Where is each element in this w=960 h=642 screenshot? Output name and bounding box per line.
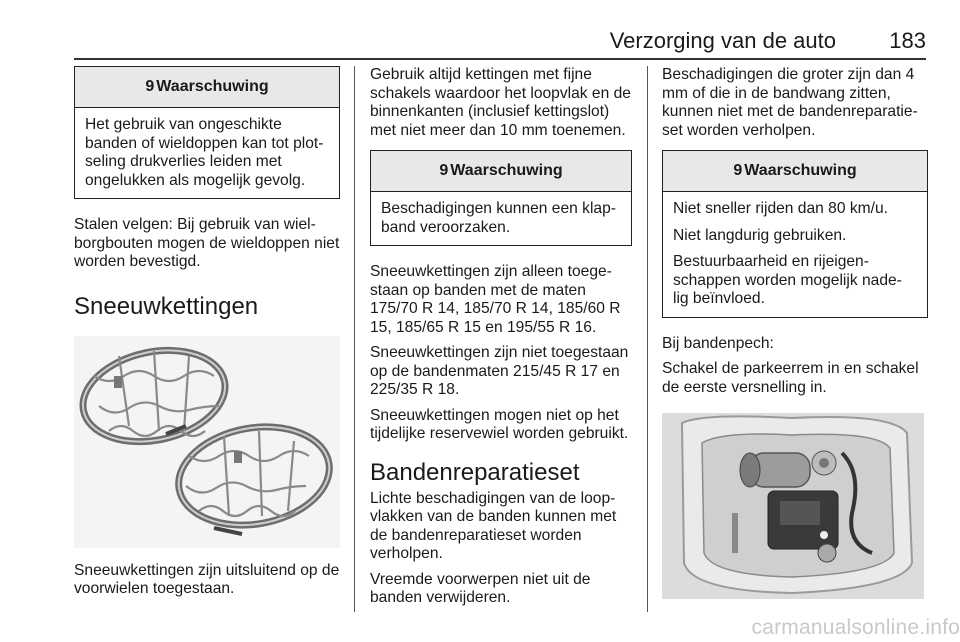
paragraph: Gebruik altijd kettingen met fijne schakels waardoor het loopvlak en de binnenkanten (inclusief kettingslot) met niet meer dan 10 mm toenemen. [370,66,631,139]
column-divider [354,66,355,612]
warning-header [75,67,339,108]
page-title: Verzorging van de auto [609,28,836,53]
page-header [74,28,926,60]
snow-chains-illustration [74,336,340,548]
warning-title: Waarschuwing [156,78,269,95]
paragraph: Stalen velgen: Bij gebruik van wiel-borgbouten mogen de wieldoppen niet worden bevestigd. [74,216,340,270]
paragraph: Schakel de parkeerrem in en schakel de eerste versnelling in. [662,360,919,396]
warning-box [662,150,928,318]
column-2 [370,66,632,608]
column-divider [647,66,648,612]
warning-box [370,150,632,246]
warning-title: Waarschuwing [450,162,563,179]
warning-icon: 9 [733,162,743,179]
column-3 [662,66,928,599]
paragraph: Sneeuwkettingen mogen niet op het tijdelijke reservewiel worden gebruikt. [370,406,629,442]
paragraph: Sneeuwkettingen zijn uitsluitend op de voorwielen toegestaan. [74,561,340,597]
section-heading: Bandenreparatieset [370,458,580,486]
paragraph: Bij bandenpech: [662,334,774,352]
column-1 [74,66,340,599]
snow-chains-icon [74,336,340,548]
paragraph: Vreemde voorwerpen niet uit de banden verwijderen. [370,570,591,606]
tire-repair-kit-photo [662,413,924,599]
warning-icon: 9 [439,162,449,179]
warning-icon: 9 [145,78,155,95]
warning-text: Beschadigingen kunnen een klap-band veroorzaken. [381,200,616,236]
warning-title: Waarschuwing [744,162,857,179]
page-number: 183 [889,28,926,53]
warning-body [75,108,339,198]
tire-repair-kit-icon [662,413,924,599]
paragraph: Sneeuwkettingen zijn niet toegestaan op de bandenmaten 215/45 R 17 en 225/35 R 18. [370,344,629,398]
warning-header [371,151,631,192]
warning-text: Het gebruik van ongeschikte banden of wieldoppen kan tot plot-seling drukverlies leiden met ongelukken als mogelijk gevolg. [85,116,324,189]
warning-header [663,151,927,192]
warning-text: Niet sneller rijden dan 80 km/u. [673,200,888,217]
warning-text: Bestuurbaarheid en rijeigen-schappen worden mogelijk nade-lig beïnvloed. [673,253,902,307]
paragraph: Lichte beschadigingen van de loop-vlakken van de banden kunnen met de bandenreparatieset worden verholpen. [370,489,617,562]
paragraph: Sneeuwkettingen zijn alleen toege-staan op banden met de maten 175/70 R 14, 185/70 R 14, 185/60 R 15, 185/65 R 15 en 195/55 R 16. [370,263,621,336]
warning-body [371,192,631,245]
warning-box [74,66,340,199]
paragraph: Beschadigingen die groter zijn dan 4 mm of die in de bandwang zitten, kunnen niet met de bandenreparatie-set worden verholpen. [662,66,918,139]
warning-text: Niet langdurig gebruiken. [673,226,847,244]
watermark: carmanualsonline.info [751,616,960,639]
section-heading: Sneeuwkettingen [74,292,259,320]
warning-body [663,192,927,317]
